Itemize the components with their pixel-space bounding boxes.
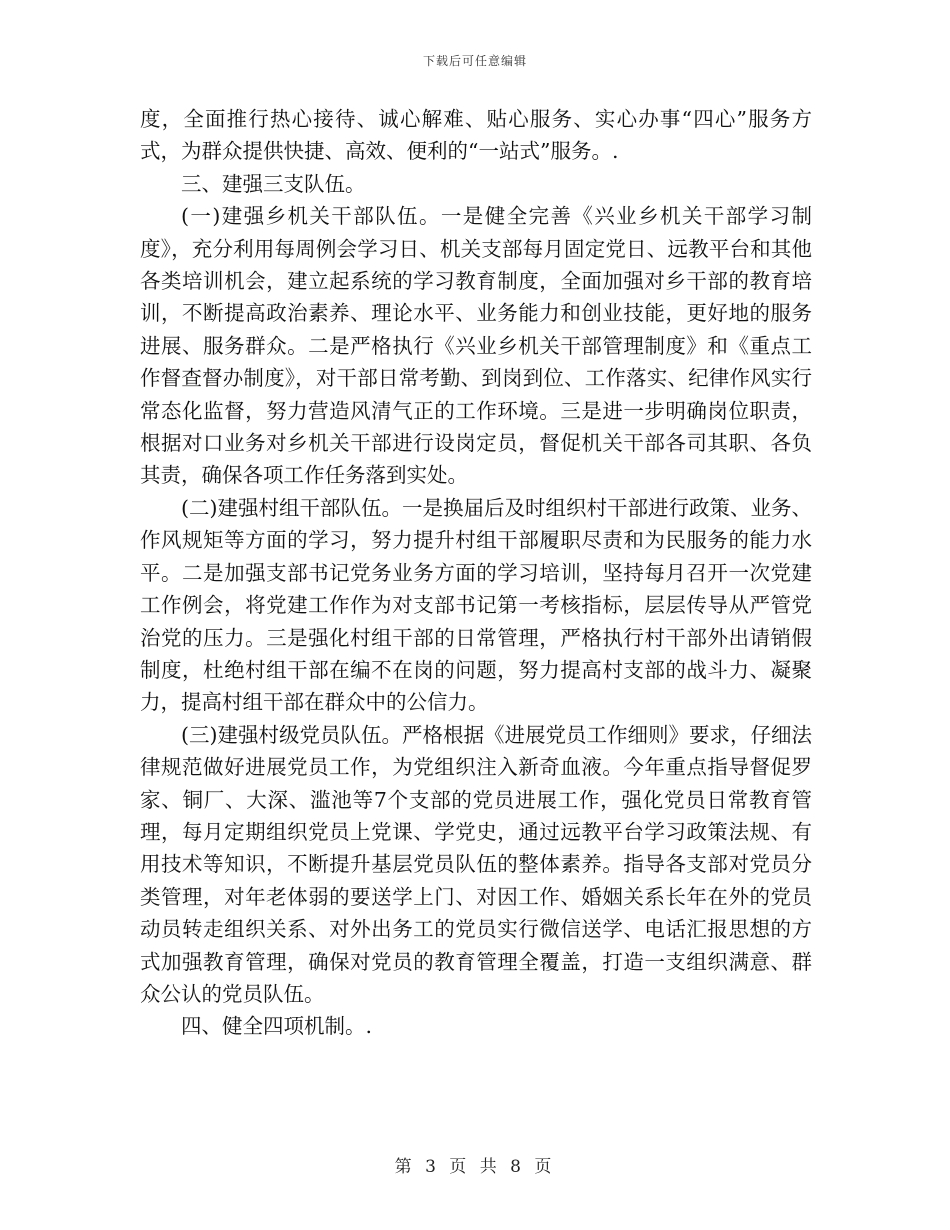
paragraph-subsection-2: (二)建强村组干部队伍。一是换届后及时组织村干部进行政策、业务、作风规矩等方面的学习，努力提升村组干部履职尽责和为民服务的能力水平。二是加强支部书记党务业务方面的学习培训，坚持每月召开一次党建工作例会，将党建工作作为对支部书记第一考核指标，层层传导从严管党治党的压力。三是强化村组干部的日常管理，严格执行村干部外出请销假制度，杜绝村组干部在编不在岗的问题，努力提高村支部的战斗力、凝聚力，提高村组干部在群众中的公信力。 <box>140 495 812 715</box>
section-heading-4: 四、健全四项机制。. <box>181 1014 373 1039</box>
section-heading-3: 三、建强三支队伍。 <box>181 171 366 196</box>
page-number: 第 3 页 共 8 页 <box>394 1157 556 1177</box>
page-header: 下载后可任意编辑 <box>422 54 527 68</box>
paragraph-subsection-1: (一)建强乡机关干部队伍。一是健全完善《兴业乡机关干部学习制度》，充分利用每周例会学习日、机关支部每月固定党日、远教平台和其他各类培训机会，建立起系统的学习教育制度，全面加强对乡干部的教育培训，不断提高政治素养、理论水平、业务能力和创业技能，更好地的服务进展、服务群众。二是严格执行《兴业乡机关干部管理制度》和《重点工作督查督办制度》，对干部日常考勤、到岗到位、工作落实、纪律作风实行常态化监督，努力营造风清气正的工作环境。三是进一步明确岗位职责，根据对口业务对乡机关干部进行设岗定员，督促机关干部各司其职、各负其责，确保各项工作任务落到实处。 <box>140 204 812 488</box>
paragraph-continuation: 度，全面推行热心接待、诚心解难、贴心服务、实心办事“四心”服务方式，为群众提供快捷、高效、便利的“一站式”服务。. <box>140 107 812 164</box>
paragraph-subsection-3: (三)建强村级党员队伍。严格根据《进展党员工作细则》要求，仔细法律规范做好进展党员工作，为党组织注入新奇血液。今年重点指导督促罗家、铜厂、大深、滥池等7个支部的党员进展工作，强化党员日常教育管理，每月定期组织党员上党课、学党史，通过远教平台学习政策法规、有用技术等知识，不断提升基层党员队伍的整体素养。指导各支部对党员分类管理，对年老体弱的要送学上门、对因工作、婚姻关系长年在外的党员动员转走组织关系、对外出务工的党员实行微信送学、电话汇报思想的方式加强教育管理，确保对党员的教育管理全覆盖，打造一支组织满意、群众公认的党员队伍。 <box>140 722 812 1006</box>
document-body <box>140 103 812 1043</box>
